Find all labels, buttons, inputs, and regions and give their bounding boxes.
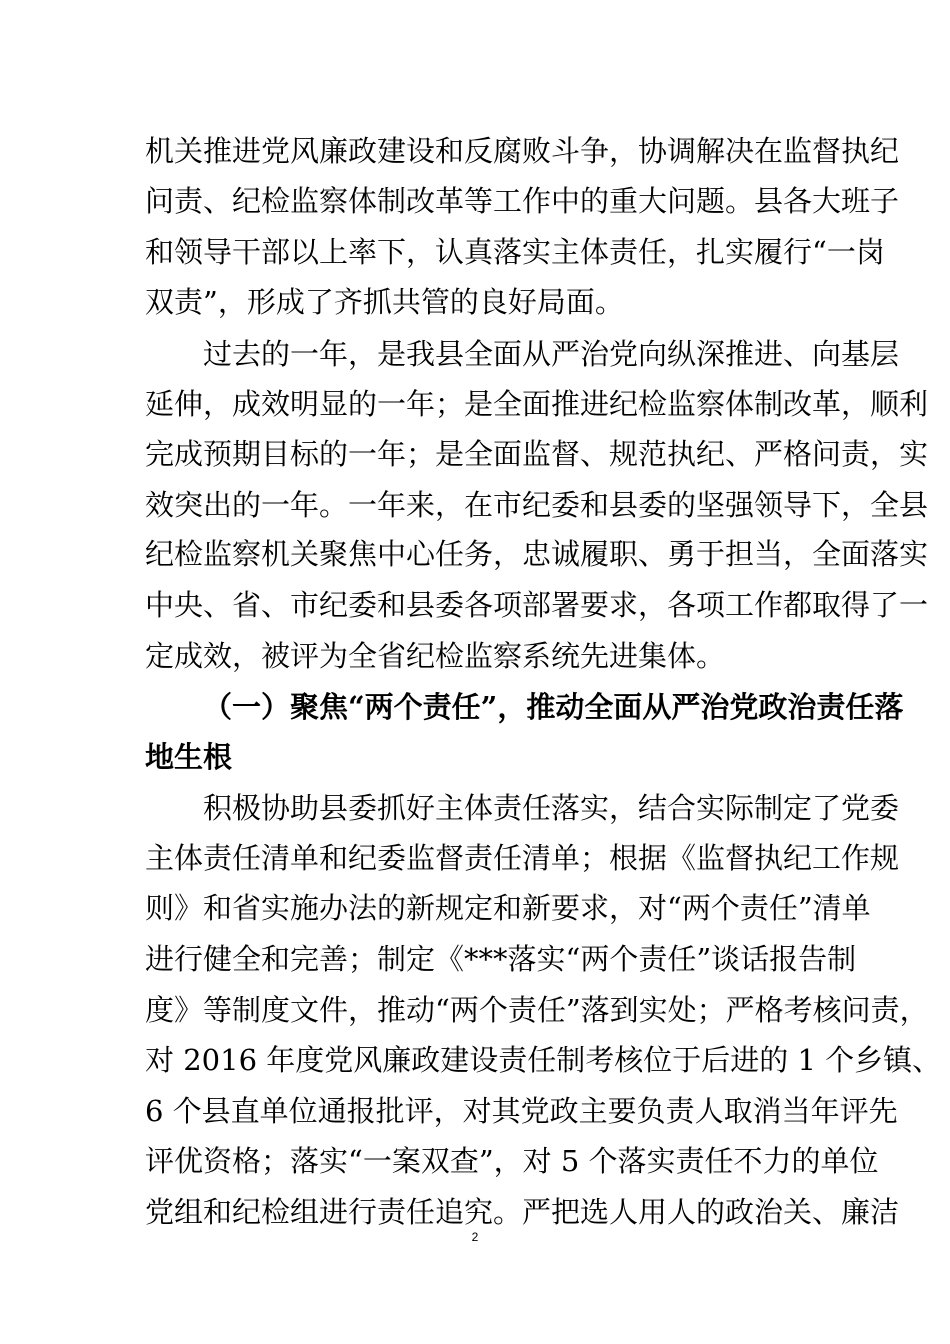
body-text-line: 双责”，形成了齐抓共管的良好局面。 bbox=[145, 285, 624, 319]
body-text-line: 6 个县直单位通报批评，对其党政主要负责人取消当年评先 bbox=[145, 1094, 898, 1128]
body-text-line: 则》和省实施办法的新规定和新要求，对“两个责任”清单 bbox=[145, 891, 871, 925]
body-text-line: 积极协助县委抓好主体责任落实，结合实际制定了党委 bbox=[203, 791, 900, 825]
body-text-line: 进行健全和完善；制定《***落实“两个责任”谈话报告制 bbox=[145, 942, 857, 976]
body-text-line: 党组和纪检组进行责任追究。严把选人用人的政治关、廉洁 bbox=[145, 1195, 900, 1229]
body-text-line: 定成效，被评为全省纪检监察系统先进集体。 bbox=[145, 639, 726, 673]
section-heading-line: （一）聚焦“两个责任”，推动全面从严治党政治责任落 bbox=[203, 690, 904, 724]
body-text-line: 纪检监察机关聚焦中心任务，忠诚履职、勇于担当，全面落实 bbox=[145, 537, 929, 571]
body-text-line: 完成预期目标的一年；是全面监督、规范执纪、严格问责，实 bbox=[145, 437, 929, 471]
section-heading-line: 地生根 bbox=[145, 740, 233, 774]
body-text-line: 和领导干部以上率下，认真落实主体责任，扎实履行“一岗 bbox=[145, 235, 885, 269]
body-text-line: 评优资格；落实“一案双查”，对 5 个落实责任不力的单位 bbox=[145, 1144, 879, 1178]
page-number: 2 bbox=[471, 1230, 479, 1244]
body-text-line: 主体责任清单和纪委监督责任清单；根据《监督执纪工作规 bbox=[145, 841, 900, 875]
body-text-line: 延伸，成效明显的一年；是全面推进纪检监察体制改革，顺利 bbox=[145, 387, 929, 421]
body-text-line: 度》等制度文件，推动“两个责任”落到实处；严格考核问责， bbox=[145, 993, 929, 1027]
body-text-line: 中央、省、市纪委和县委各项部署要求，各项工作都取得了一 bbox=[145, 588, 929, 622]
body-text-line: 对 2016 年度党风廉政建设责任制考核位于后进的 1 个乡镇、 bbox=[145, 1043, 942, 1077]
body-text-line: 过去的一年，是我县全面从严治党向纵深推进、向基层 bbox=[203, 337, 900, 371]
body-text-line: 效突出的一年。一年来，在市纪委和县委的坚强领导下，全县 bbox=[145, 488, 929, 522]
body-text-line: 问责、纪检监察体制改革等工作中的重大问题。县各大班子 bbox=[145, 184, 900, 218]
body-text-line: 机关推进党风廉政建设和反腐败斗争，协调解决在监督执纪 bbox=[145, 134, 900, 168]
